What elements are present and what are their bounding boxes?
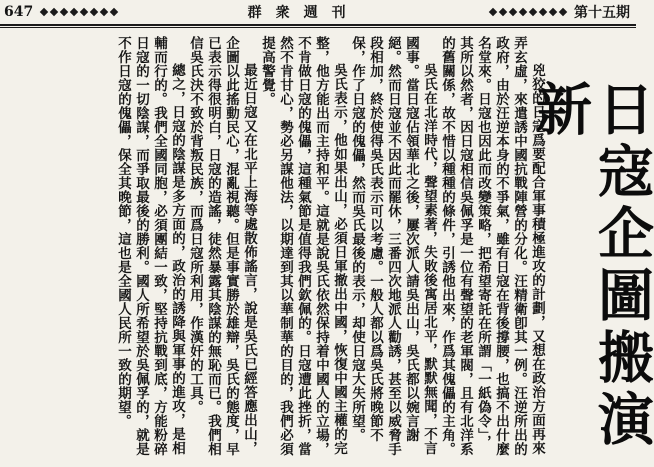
- diamond-ornament-icon: [499, 8, 507, 16]
- diamond-ornament-icon: [529, 8, 537, 16]
- publication-title: 群衆週刊: [247, 5, 360, 21]
- diamond-ornament-icon: [559, 8, 567, 16]
- article-paragraph: 兇狡的日寇爲要配合軍事積極進攻的計劃，又想在政治方面再來弄玄虛，來遣誘中國抗戰陣營的分化。汪精衛卽其一例。汪逆所出的政府，由於汪逆本身的不爭氣，雖有日寇在背後撐腰，也搞不出什麼名堂來。日寇也因此而改變策略，把希望寄託在所謂「一紙偽令」，其所以然者，因日寇相信吳佩孚是一位有聲望的老軍閥，且有北洋系的舊關係，故不惜以種種的條件，引誘他出來，作爲其傀儡的主角。: [439, 36, 545, 456]
- article-body: [6, 36, 546, 461]
- diamond-ornament-icon: [90, 8, 98, 16]
- header-left: [0, 4, 117, 20]
- article-paragraph: 總之，日寇的陰謀是多方面的，政治的誘降與軍事的進攻，是相輔而行的。我們全國同胞，必須團結一致，堅持抗戰到底，方能粉碎日寇的一切陰謀，而爭取最後的勝利。國人所希望於吳佩孚的，就是不作日寇的傀儡，保全其晚節，這也是全國人民所一致的期望。: [115, 36, 185, 456]
- diamond-ornament-icon: [40, 8, 48, 16]
- headline-text: 日寇企圖搬演新: [527, 80, 654, 452]
- diamond-ornament-icon: [100, 8, 108, 16]
- header-rule: [0, 24, 636, 26]
- diamond-ornament-icon: [509, 8, 517, 16]
- diamond-ornament-icon: [50, 8, 58, 16]
- page-number: 647: [4, 4, 34, 20]
- diamond-ornament-icon: [80, 8, 88, 16]
- article-paragraph: 吳氏在北洋時代，聲望素著，失敗後寓居北平，默默無聞，不言國事。當日寇佔領華北之後，屢次派人請吳出山，吳氏都以婉言謝絕。然而日寇並不因此而罷休，三番四次地派人勸誘，甚至以威脅手段相加，終於使得吳氏表示可以考慮。一般人都以爲吳氏將晚節不保，作了日寇的傀儡，然而吳氏最後的表示，却使日寇大失所望。: [349, 36, 437, 456]
- diamond-ornament-icon: [60, 8, 68, 16]
- issue-number: 第十五期: [573, 5, 630, 21]
- article-headline: [527, 80, 654, 467]
- diamond-ornament-icon: [539, 8, 547, 16]
- diamond-ornament-icon: [549, 8, 557, 16]
- diamond-ornament-icon: [489, 8, 497, 16]
- article-paragraph: 最近日寇又在北平上海等處散佈謠言，說是吳氏已經答應出山，企圖以此搖動民心，混亂視聽。但是事實勝於雄辯，吳氏的態度，早已表示得很明白，日寇的造謠，徒然暴露其陰謀的無恥而已。我們相信吳氏決不致於背叛民族，而爲日寇所利用，作漢奸的工具。: [187, 36, 257, 456]
- page-header: [0, 0, 636, 24]
- header-right: [490, 2, 636, 22]
- diamond-ornament-icon: [110, 8, 118, 16]
- diamond-ornament-icon: [70, 8, 78, 16]
- article-paragraph: 吳氏表示，他如果出山，必須日軍撤出中國，恢復中國主權的完整，他方能出而主持和平。這就是說吳氏依然保持着中國人的立場，不肯做日寇的傀儡，這種氣節是值得我們欽佩的。日寇遭此挫折，當然不肯甘心，勢必另謀他法，以期達到其以華制華的目的，我們必須提高警覺。: [259, 36, 347, 456]
- diamond-ornament-icon: [519, 8, 527, 16]
- header-rule-thin: [0, 27, 636, 28]
- ornament-right: [490, 9, 566, 15]
- ornament-left: [41, 9, 117, 15]
